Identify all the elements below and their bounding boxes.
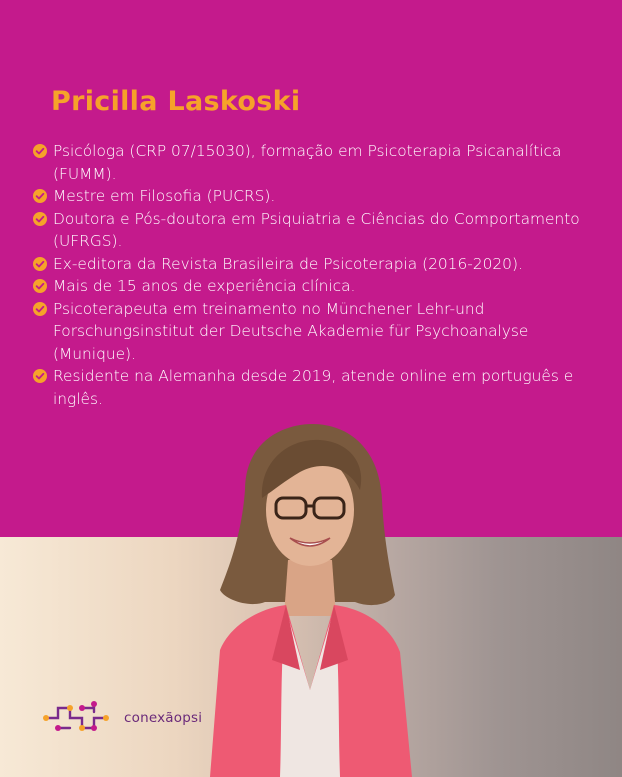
credential-text: Mestre em Filosofia (PUCRS). [53, 187, 276, 205]
credential-text: Residente na Alemanha desde 2019, atende online em português e inglês. [53, 367, 574, 408]
credential-item [33, 208, 593, 253]
credential-text: Mais de 15 anos de experiência clínica. [53, 277, 356, 295]
credential-item [33, 275, 593, 298]
brand-name: conexãopsi [124, 710, 203, 726]
check-circle-icon [33, 144, 47, 158]
credential-item [33, 140, 593, 185]
credential-text: Psicóloga (CRP 07/15030), formação em Psicoterapia Psicanalítica (FUMM). [53, 142, 562, 183]
credential-text: Ex-editora da Revista Brasileira de Psicoterapia (2016-2020). [53, 254, 523, 273]
credential-text: Psicoterapeuta em treinamento no Münchener Lehr-und Forschungsinstitut der Deutsche Akademie für Psychoanalyse (Munique). [53, 299, 529, 363]
credential-item [33, 365, 593, 410]
credential-text: Doutora e Pós-doutora em Psiquiatria e Ciências do Comportamento (UFRGS). [53, 209, 580, 250]
portrait-photo [190, 420, 420, 777]
check-circle-icon [33, 369, 47, 383]
check-circle-icon [33, 279, 47, 293]
check-circle-icon [33, 302, 47, 316]
credential-item [33, 253, 593, 276]
check-circle-icon [33, 212, 47, 226]
brand-logo [40, 696, 202, 740]
connection-dots-icon [40, 696, 120, 740]
credential-item [33, 185, 593, 208]
credentials-list [33, 140, 593, 410]
check-circle-icon [33, 189, 47, 203]
credential-item [33, 298, 593, 366]
check-circle-icon [33, 257, 47, 271]
profile-name: Pricilla Laskoski [51, 86, 301, 117]
